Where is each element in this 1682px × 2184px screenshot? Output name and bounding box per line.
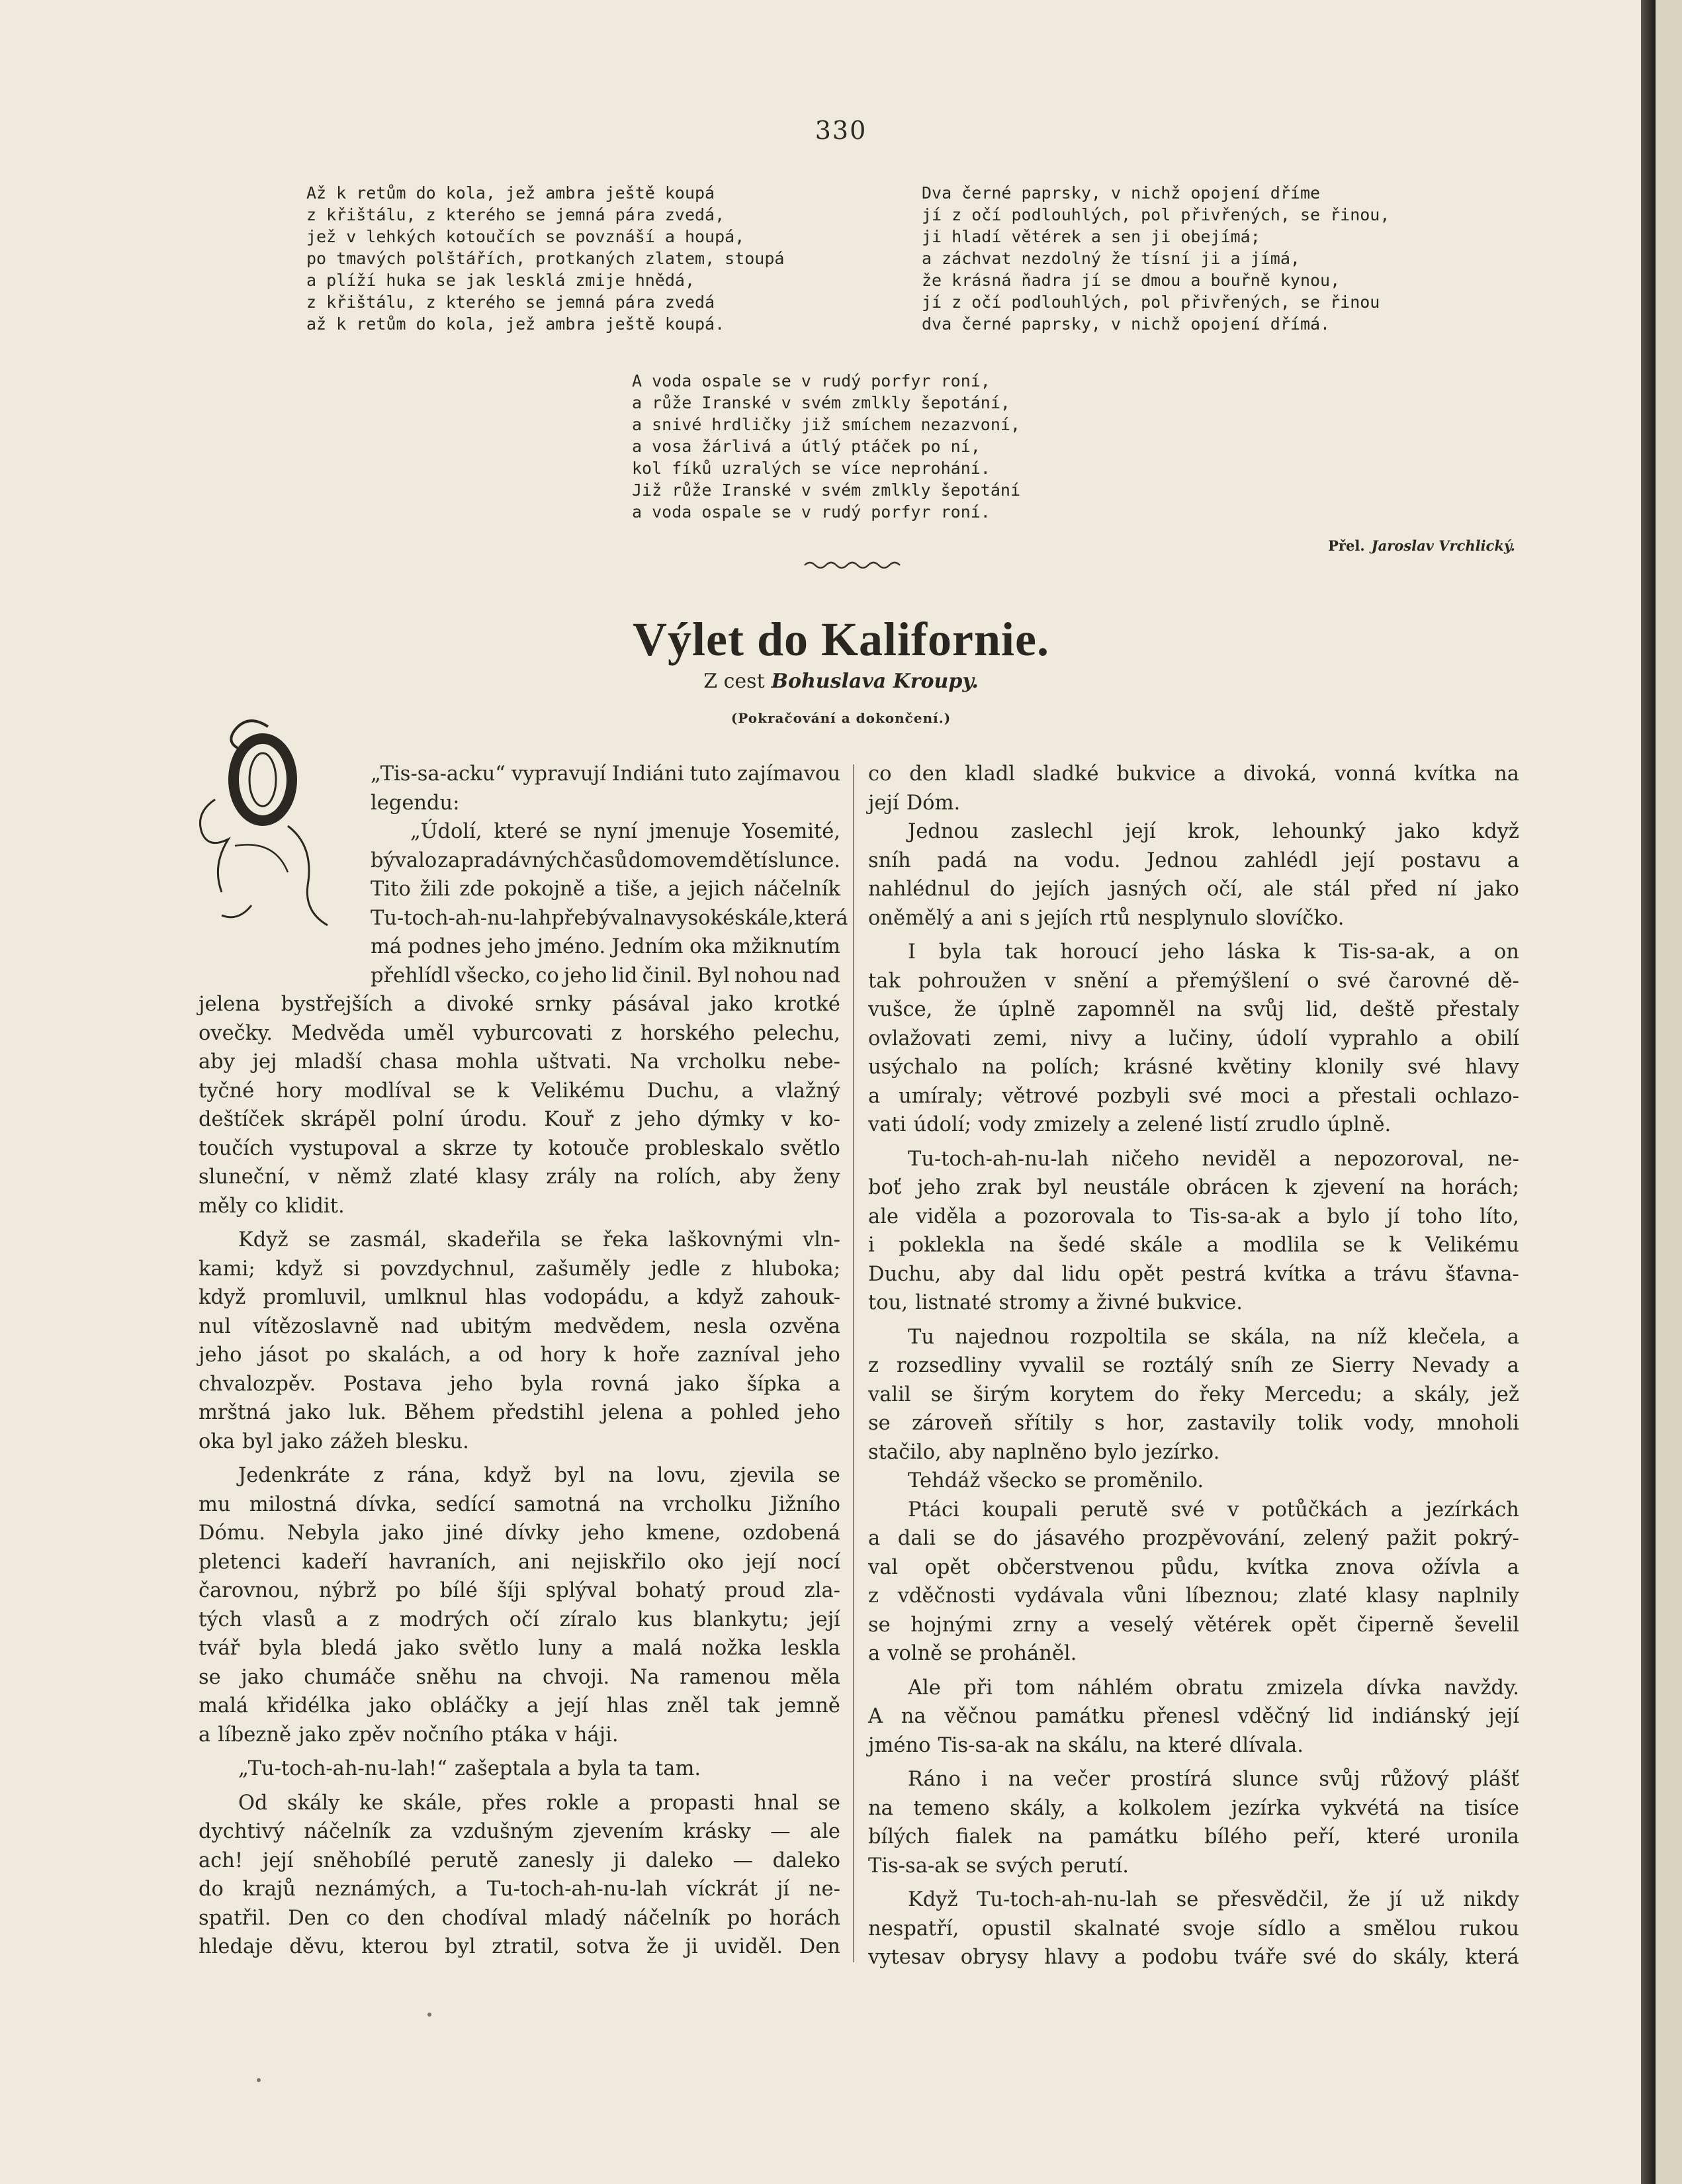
text-line: vytesav obrysy hlavy a podobu tváře své do skály, která — [868, 1946, 1519, 1969]
article-subtitle — [0, 670, 1682, 693]
wavy-divider-ornament — [802, 557, 908, 573]
ink-speck — [257, 2078, 261, 2082]
text-line: usýchalo na polích; krásné květiny klonily své hlavy — [868, 1056, 1519, 1079]
text-line: když promluvil, umlknul hlas vodopádu, a když zahouk- — [199, 1286, 840, 1309]
poem-line: dva černé paprsky, v nichž opojení dřímá. — [922, 314, 1331, 334]
column-divider — [853, 764, 854, 1962]
page-edge-shadow — [1641, 0, 1656, 2184]
text-line: „Údolí, které se nyní jmenuje Yosemité, — [410, 820, 840, 843]
text-line: Ráno i na večer prostírá slunce svůj růžový plášť — [908, 1768, 1519, 1791]
poem-line: z křištálu, z kterého se jemná pára zvedá — [306, 293, 715, 312]
text-line: pletenci kadeří havraních, ani nejiskřilo oko její nocí — [199, 1550, 840, 1574]
poem-line: z křištálu, z kterého se jemná pára zvedá, — [306, 205, 725, 224]
article-column-right — [868, 760, 1519, 1972]
text-line: oněmělý a ani s jejích rtů nesplynulo slovíčko. — [868, 906, 1345, 930]
poem-line: kol fíků uzralých se více neprohání. — [632, 459, 991, 478]
text-line: ach! její sněhobílé perutě zanesly ji daleko — daleko — [199, 1848, 840, 1872]
text-line: tyčné hory modlíval se k Velikému Duchu, a vlažný — [199, 1079, 840, 1103]
article-author: Bohuslava Kroupy. — [771, 670, 979, 693]
text-line: do krajů neznámých, a Tu-toch-ah-nu-lah víckrát jí ne- — [199, 1878, 840, 1901]
text-line: aby jej mladší chasa mohla uštvati. Na vrcholku nebe- — [199, 1050, 840, 1073]
poem-line: ji hladí větérek a sen ji obejímá; — [922, 227, 1261, 246]
text-line: tak pohroužen v snění a přemýšlení o své čarovné dě- — [868, 969, 1519, 993]
text-line: chvalozpěv. Postava jeho byla rovná jako šípka a — [199, 1372, 840, 1396]
ink-speck — [427, 2013, 431, 2017]
text-line: na temeno skály, a kolkolem jezírka vykvétá na tisíce — [868, 1796, 1519, 1820]
text-line: sníh padá na vodu. Jednou zahlédl její postavu a — [868, 848, 1519, 872]
text-line: Když Tu-toch-ah-nu-lah se přesvědčil, že jí už nikdy — [908, 1888, 1519, 1911]
text-line: Tu-toch-ah-nu-lah přebýval na vysoké skále, která — [371, 906, 848, 930]
text-line: boť jeho zrak byl neustále obrácen k zjevení na horách; — [868, 1176, 1519, 1199]
text-line: deštíček skrápěl polní úrodu. Kouř z jeho dýmky v ko- — [199, 1108, 840, 1131]
text-line: se jako chumáče sněhu na chvoji. Na ramenou měla — [199, 1665, 840, 1689]
text-line: kami; když si povzdychnul, zašuměly jedle z hluboka; — [199, 1257, 840, 1281]
text-line: „Tis-sa-acku“ vypravují Indiáni tuto zajímavou — [371, 762, 840, 786]
article-title: Výlet do Kalifornie. — [633, 613, 1049, 666]
next-page-edge — [1656, 0, 1682, 2184]
text-line: a líbezně jako zpěv nočního ptáka v háji. — [199, 1723, 619, 1747]
text-line: bílých fialek na památku bílého peří, které uronila — [868, 1825, 1519, 1848]
text-line: Tis-sa-ak se svých perutí. — [868, 1854, 1129, 1878]
text-line: „Tu-toch-ah-nu-lah!“ zašeptala a byla ta tam. — [238, 1757, 701, 1780]
text-line: legendu: — [371, 791, 460, 815]
translator-credit — [1125, 537, 1515, 554]
text-line: Od skály ke skále, přes rokle a propasti hnal se — [238, 1791, 840, 1815]
text-line: Tu najednou rozpoltila se skála, na níž klečela, a — [908, 1325, 1519, 1349]
text-line: Když se zasmál, skadeřila se řeka laškovnými vln- — [238, 1228, 840, 1251]
poem-line: Již růže Iranské v svém zmlkly šepotání — [632, 480, 1020, 500]
text-line: bývalo za pradávných časů domovem dětí slunce. — [371, 848, 840, 872]
text-line: z vděčnosti vydávala vůni líbeznou; zlaté klasy naplnily — [868, 1584, 1519, 1608]
text-line: mu milostná dívka, sedící samotná na vrcholku Jižního — [199, 1492, 840, 1516]
text-line: A na věčnou památku přenesl vděčný lid indiánský její — [868, 1705, 1519, 1728]
text-line: měly co klidit. — [199, 1194, 345, 1218]
poem-line: jí z očí podlouhlých, pol přivřených, se řinou — [922, 293, 1380, 312]
text-line: z rozsedliny vyvalil se roztálý sníh ze Sierry Nevady a — [868, 1354, 1519, 1377]
poem-stanza-center — [632, 370, 1020, 523]
text-line: nahlédnul do jejích jasných očí, ale stál před ní jako — [868, 878, 1519, 901]
poem-line: Dva černé paprsky, v nichž opojení dříme — [922, 183, 1321, 203]
text-line: tých vlasů a z modrých očí zíralo kus blankytu; její — [199, 1608, 840, 1631]
poem-line: jí z očí podlouhlých, pol přivřených, se řinou, — [922, 205, 1390, 224]
text-line: dychtivý náčelník za vzdušným zjevením krásky — ale — [199, 1820, 840, 1843]
continued-note: (Pokračování a dokončení.) — [730, 710, 952, 726]
text-line: čarovnou, nýbrž po bílé šíji splýval bohatý proud zla- — [199, 1579, 840, 1602]
text-line: přehlídl všecko, co jeho lid činil. Byl nohou nad — [371, 964, 840, 987]
text-line: toučích vystupoval a skrze ty kotouče probleskalo světlo — [199, 1136, 840, 1160]
text-line: val opět občerstvenou půdu, kvítka znova ožívla a — [868, 1555, 1519, 1579]
text-line: a dali se do jásavého prozpěvování, zelený pažit pokrý- — [868, 1527, 1519, 1550]
text-line: tvář byla bledá jako světlo luny a malá nožka leskla — [199, 1637, 840, 1660]
text-line: I byla tak horoucí jeho láska k Tis-sa-ak, a on — [908, 940, 1519, 964]
text-line: ale viděla a pozorovala to Tis-sa-ak a bylo jí toho líto, — [868, 1205, 1519, 1228]
text-line: vušce, že úplně zapomněl na svůj lid, deště přestaly — [868, 998, 1519, 1021]
text-line: mrštná jako luk. Během předstihl jelena a pohled jeho — [199, 1401, 840, 1424]
translator-name: Jaroslav Vrchlický. — [1371, 537, 1515, 554]
poem-line: po tmavých polštářích, protkaných zlatem, stoupá — [306, 249, 785, 268]
poem-line: Až k retům do kola, jež ambra ještě koupá — [306, 183, 715, 203]
poem-line: že krásná ňadra jí se dmou a bouřně kynou, — [922, 271, 1341, 290]
text-line: se zároveň sřítily s hor, zastavily tolik vody, mnoholi — [868, 1412, 1519, 1435]
text-line: jeho jásot po skalách, a od hory k hoře zazníval jeho — [199, 1343, 840, 1367]
text-line: má podnes jeho jméno. Jedním oka mžiknutím — [371, 935, 840, 958]
text-line: Tu-toch-ah-nu-lah ničeho neviděl a nepozoroval, ne- — [908, 1147, 1519, 1171]
text-line: nespatří, opustil skalnaté svoje sídlo a smělou rukou — [868, 1917, 1519, 1940]
text-line: sluneční, v němž zlaté klasy zrály na rolích, aby ženy — [199, 1165, 840, 1189]
page-number: 330 — [815, 116, 867, 145]
text-line: stačilo, aby naplněno bylo jezírko. — [868, 1440, 1220, 1464]
text-line: Tehdáž všecko se proměnilo. — [908, 1469, 1204, 1492]
text-line: spatřil. Den co den chodíval mladý náčelník po horách — [199, 1906, 840, 1930]
text-line: co den kladl sladké bukvice a divoká, vonná kvítka na — [868, 762, 1519, 786]
poem-line: a snivé hrdličky již smíchem nezazvoní, — [632, 415, 1020, 434]
text-line: Dómu. Nebyla jako jiné dívky jeho kmene, ozdobená — [199, 1522, 840, 1545]
text-line: Jedenkráte z rána, když byl na lovu, zjevila se — [238, 1464, 840, 1487]
text-line: vati údolí; vody zmizely a zelené listí zrudlo úplně. — [868, 1113, 1392, 1136]
poem-line: až k retům do kola, jež ambra ještě koupá. — [306, 314, 725, 334]
poem-stanza-left — [306, 182, 784, 335]
poem-line: a vosa žárlivá a útlý ptáček po ní, — [632, 437, 981, 456]
text-line: malá křidélka jako obláčky a její hlas zněl tak jemně — [199, 1694, 840, 1717]
text-line: valil se širým korytem do řeky Mercedu; a skály, jež — [868, 1383, 1519, 1406]
text-line: se hojnými zrny a veselý větérek opět čiperně ševelil — [868, 1613, 1519, 1637]
subtitle-prefix: Z cest — [703, 670, 765, 693]
text-line: Duchu, aby dal lidu opět pestrá kvítka a trávu šťavna- — [868, 1262, 1519, 1286]
text-line: nul vítězoslavně nad ubitým medvědem, nesla ozvěna — [199, 1314, 840, 1338]
poem-line: a růže Iranské v svém zmlkly šepotání, — [632, 393, 1010, 412]
text-line: její Dóm. — [868, 791, 961, 815]
poem-line: A voda ospale se v rudý porfyr roní, — [632, 371, 991, 390]
text-line: ovečky. Medvěda uměl vyburcovati z horského pelechu, — [199, 1021, 840, 1045]
text-line: i poklekla na šedé skále a modlila se k Velikému — [868, 1234, 1519, 1257]
text-line: a umíraly; větrové pozbyli své moci a přestali ochlazo- — [868, 1084, 1519, 1108]
text-line: Tito žili zde pokojně a tiše, a jejich náčelník — [371, 878, 840, 901]
drop-cap-letter: O — [242, 803, 244, 807]
text-line: Ale při tom náhlém obratu zmizela dívka navždy. — [908, 1676, 1519, 1700]
text-line: jelena bystřejších a divoké srnky pásával jako krotké — [199, 993, 840, 1016]
text-line: Jednou zaslechl její krok, lehounký jako když — [908, 820, 1519, 843]
text-line: Ptáci koupali perutě své v potůčkách a jezírkách — [908, 1498, 1519, 1522]
poem-stanza-right — [922, 182, 1390, 335]
text-line: tou, listnaté stromy a živné bukvice. — [868, 1291, 1243, 1314]
text-line: oka byl jako zážeh blesku. — [199, 1430, 469, 1453]
poem-line: a voda ospale se v rudý porfyr roní. — [632, 502, 991, 522]
poem-line: a plíží huka se jak lesklá zmije hnědá, — [306, 271, 695, 290]
text-line: hledaje děvu, kterou byl ztratil, sotva že ji uviděl. Den — [199, 1935, 840, 1958]
article-column-left — [199, 760, 848, 1962]
translator-role: Přel. — [1328, 537, 1365, 554]
text-line: a volně se proháněl. — [868, 1642, 1077, 1665]
text-line: ovlažovati zemi, nivy a lučiny, údolí vyprahlo a obilí — [868, 1026, 1519, 1050]
text-line: jméno Tis-sa-ak na skálu, na které dlívala. — [868, 1733, 1304, 1757]
poem-line: a záchvat nezdolný že tísní ji a jímá, — [922, 249, 1300, 268]
poem-line: jež v lehkých kotoučích se povznáší a houpá, — [306, 227, 745, 246]
